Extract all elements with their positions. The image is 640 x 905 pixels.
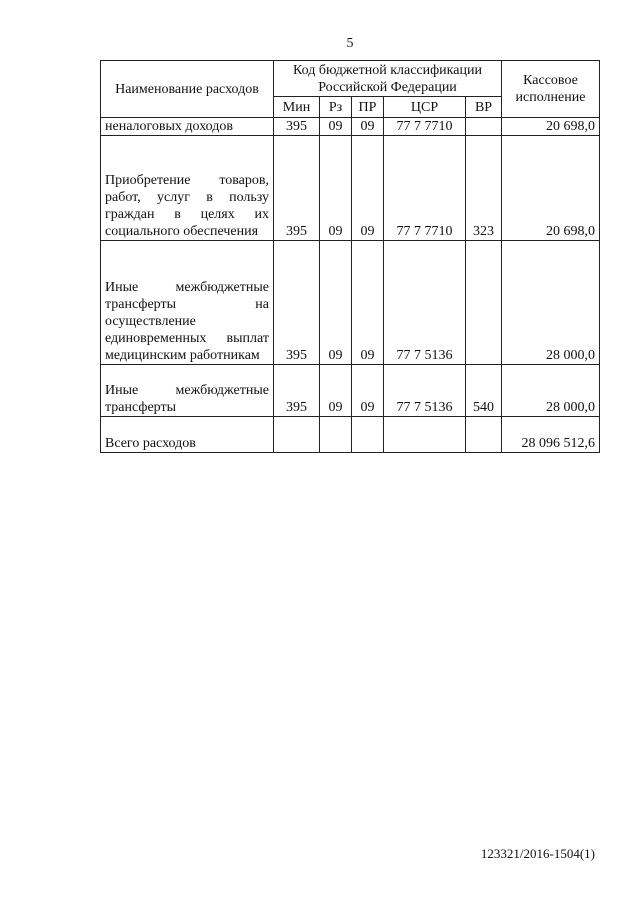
row-amount: 28 000,0: [502, 365, 600, 417]
row-vr: [466, 241, 502, 365]
row-amount: 20 698,0: [502, 136, 600, 241]
row-pr: 09: [352, 241, 384, 365]
row-csr: 77 7 5136: [384, 365, 466, 417]
table-row: [101, 241, 600, 365]
row-name: Иные межбюджетные трансферты: [101, 365, 274, 417]
row-rz: 09: [320, 136, 352, 241]
row-csr: 77 7 5136: [384, 241, 466, 365]
row-vr: 540: [466, 365, 502, 417]
row-rz: [320, 417, 352, 453]
row-vr: [466, 417, 502, 453]
row-rz: 09: [320, 118, 352, 136]
header-min: Мин: [274, 97, 320, 118]
row-pr: 09: [352, 118, 384, 136]
row-name: Иные межбюджетные трансферты на осуществление единовременных выплат медицинским работникам: [101, 241, 274, 365]
table-row-total: [101, 417, 600, 453]
header-execution-column: Кассовое исполнение: [502, 61, 600, 118]
row-vr: 323: [466, 136, 502, 241]
row-amount: 20 698,0: [502, 118, 600, 136]
row-rz: 09: [320, 365, 352, 417]
header-pr: ПР: [352, 97, 384, 118]
table-row: [101, 365, 600, 417]
header-name-column: Наименование расходов: [101, 61, 274, 118]
row-amount: 28 096 512,6: [502, 417, 600, 453]
row-min: 395: [274, 365, 320, 417]
header-rz: Рз: [320, 97, 352, 118]
row-csr: 77 7 7710: [384, 136, 466, 241]
row-name: неналоговых доходов: [101, 118, 274, 136]
row-min: [274, 417, 320, 453]
header-code-group: Код бюджетной классификации Российской Федерации: [274, 61, 502, 97]
row-csr: 77 7 7710: [384, 118, 466, 136]
table-row: [101, 118, 600, 136]
row-min: 395: [274, 136, 320, 241]
page-number: 5: [346, 36, 354, 51]
document-registration-code: 123321/2016-1504(1): [480, 846, 595, 861]
table-row: [101, 136, 600, 241]
header-csr: ЦСР: [384, 97, 466, 118]
row-vr: [466, 118, 502, 136]
header-vr: ВР: [466, 97, 502, 118]
row-pr: 09: [352, 365, 384, 417]
row-min: 395: [274, 241, 320, 365]
row-name: Всего расходов: [101, 417, 274, 453]
row-name: Приобретение товаров, работ, услуг в пользу граждан в целях их социального обеспечения: [101, 136, 274, 241]
row-pr: 09: [352, 136, 384, 241]
row-pr: [352, 417, 384, 453]
row-csr: [384, 417, 466, 453]
budget-table: [100, 60, 600, 453]
row-amount: 28 000,0: [502, 241, 600, 365]
row-min: 395: [274, 118, 320, 136]
row-rz: 09: [320, 241, 352, 365]
